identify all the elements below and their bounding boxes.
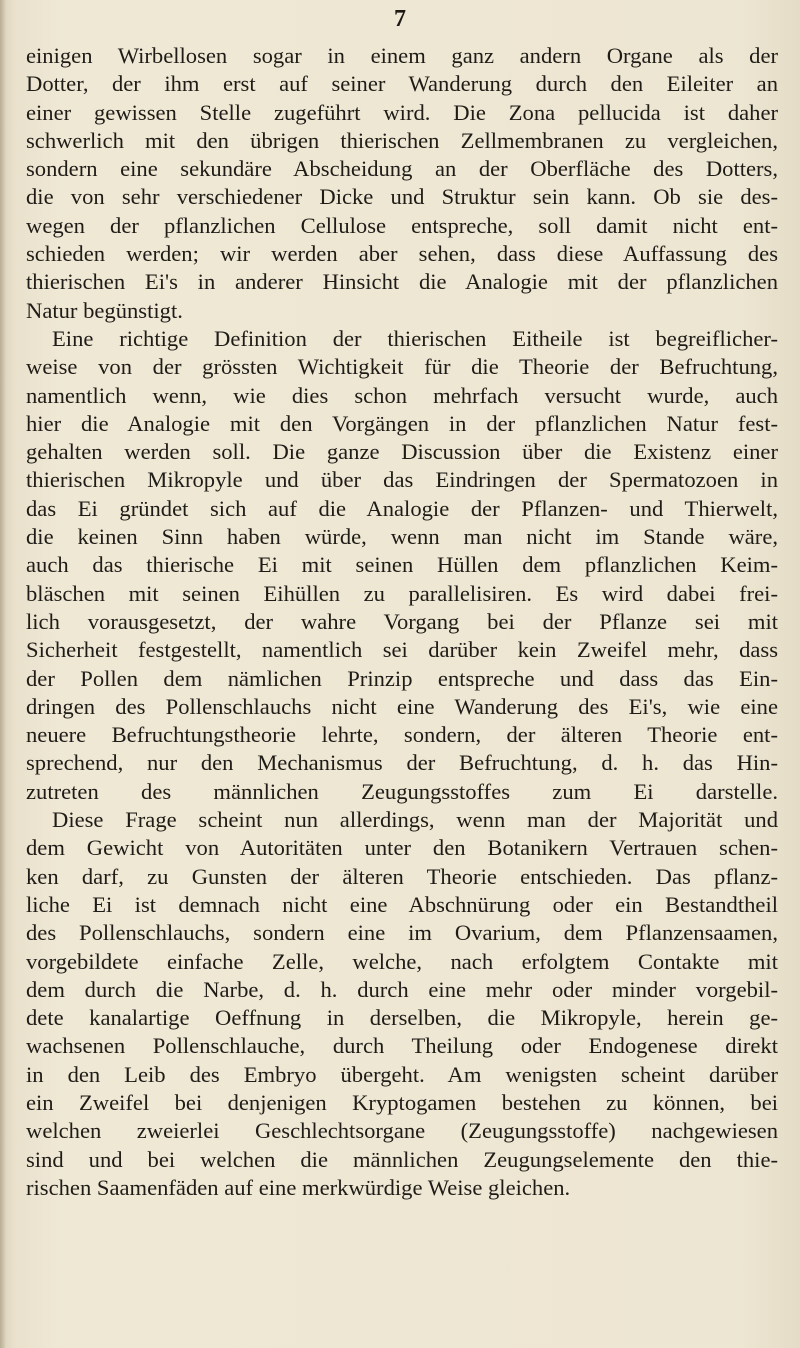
text-line: das Ei gründet sich auf die Analogie der Pflanzen- und Thierwelt, — [26, 495, 778, 521]
text-line: lich vorausgesetzt, der wahre Vorgang bei der Pflanze sei mit — [26, 608, 778, 634]
text-line: sprechend, nur den Mechanismus der Befruchtung, d. h. das Hin- — [26, 750, 778, 776]
text-line: dem durch die Narbe, d. h. durch eine mehr oder minder vorgebil- — [26, 976, 778, 1002]
text-line: Diese Frage scheint nun allerdings, wenn man der Majorität und — [52, 807, 778, 833]
text-line: ken darf, zu Gunsten der älteren Theorie entschieden. Das pflanz- — [26, 863, 778, 889]
text-line: gehalten werden soll. Die ganze Discussion über die Existenz einer — [26, 439, 778, 465]
text-line: bläschen mit seinen Eihüllen zu parallelisiren. Es wird dabei frei- — [26, 580, 778, 606]
text-line: rischen Saamenfäden auf eine merkwürdige Weise gleichen. — [26, 1174, 571, 1200]
text-line: auch das thierische Ei mit seinen Hüllen dem pflanzlichen Keim- — [26, 552, 778, 578]
text-line: Dotter, der ihm erst auf seiner Wanderung durch den Eileiter an — [26, 71, 778, 97]
text-line: schieden werden; wir werden aber sehen, dass diese Auffassung des — [26, 241, 778, 267]
text-line: dem Gewicht von Autoritäten unter den Botanikern Vertrauen schen- — [26, 835, 778, 861]
text-line: die von sehr verschiedener Dicke und Struktur sein kann. Ob sie des- — [26, 184, 778, 210]
text-line: der Pollen dem nämlichen Prinzip entspreche und dass das Ein- — [26, 665, 778, 691]
text-line: sind und bei welchen die männlichen Zeugungselemente den thie- — [26, 1146, 778, 1172]
text-line: die keinen Sinn haben würde, wenn man nicht im Stande wäre, — [26, 524, 778, 550]
text-line: namentlich wenn, wie dies schon mehrfach versucht wurde, auch — [26, 382, 778, 408]
text-line: Natur begünstigt. — [26, 297, 183, 323]
text-line: Eine richtige Definition der thierischen Eitheile ist begreiflicher- — [52, 325, 778, 351]
text-line: weise von der grössten Wichtigkeit für die Theorie der Befruchtung, — [26, 354, 778, 380]
page-gutter-shadow — [0, 0, 6, 1348]
text-line: dringen des Pollenschlauchs nicht eine Wanderung des Ei's, wie eine — [26, 693, 778, 719]
text-line: schwerlich mit den übrigen thierischen Zellmembranen zu vergleichen, — [26, 127, 778, 153]
body-text — [26, 42, 778, 1202]
text-line: neuere Befruchtungstheorie lehrte, sondern, der älteren Theorie ent- — [26, 722, 778, 748]
text-line: Sicherheit festgestellt, namentlich sei darüber kein Zweifel mehr, dass — [26, 637, 778, 663]
text-line: zutreten des männlichen Zeugungsstoffes zum Ei darstelle. — [26, 778, 778, 804]
text-line: vorgebildete einfache Zelle, welche, nach erfolgtem Contakte mit — [26, 948, 778, 974]
page-number: 7 — [394, 6, 406, 32]
text-line: einigen Wirbellosen sogar in einem ganz andern Organe als der — [26, 43, 778, 68]
text-line: liche Ei ist demnach nicht eine Abschnürung oder ein Bestandtheil — [26, 891, 778, 917]
text-line: hier die Analogie mit den Vorgängen in der pflanzlichen Natur fest- — [26, 410, 778, 436]
text-line: wachsenen Pollenschlauche, durch Theilung oder Endogenese direkt — [26, 1033, 778, 1059]
text-line: des Pollenschlauchs, sondern eine im Ovarium, dem Pflanzensaamen, — [26, 920, 778, 946]
text-line: wegen der pflanzlichen Cellulose entspreche, soll damit nicht ent- — [26, 212, 778, 238]
text-line: in den Leib des Embryo übergeht. Am wenigsten scheint darüber — [26, 1061, 778, 1087]
text-line: sondern eine sekundäre Abscheidung an der Oberfläche des Dotters, — [26, 156, 778, 182]
text-line: ein Zweifel bei denjenigen Kryptogamen bestehen zu können, bei — [26, 1089, 778, 1115]
text-line: einer gewissen Stelle zugeführt wird. Die Zona pellucida ist daher — [26, 99, 778, 125]
text-line: dete kanalartige Oeffnung in derselben, die Mikropyle, herein ge- — [26, 1005, 778, 1031]
text-line: thierischen Mikropyle und über das Eindringen der Spermatozoen in — [26, 467, 778, 493]
text-line: thierischen Ei's in anderer Hinsicht die Analogie mit der pflanzlichen — [26, 269, 778, 295]
text-line: welchen zweierlei Geschlechtsorgane (Zeugungsstoffe) nachgewiesen — [26, 1118, 778, 1144]
